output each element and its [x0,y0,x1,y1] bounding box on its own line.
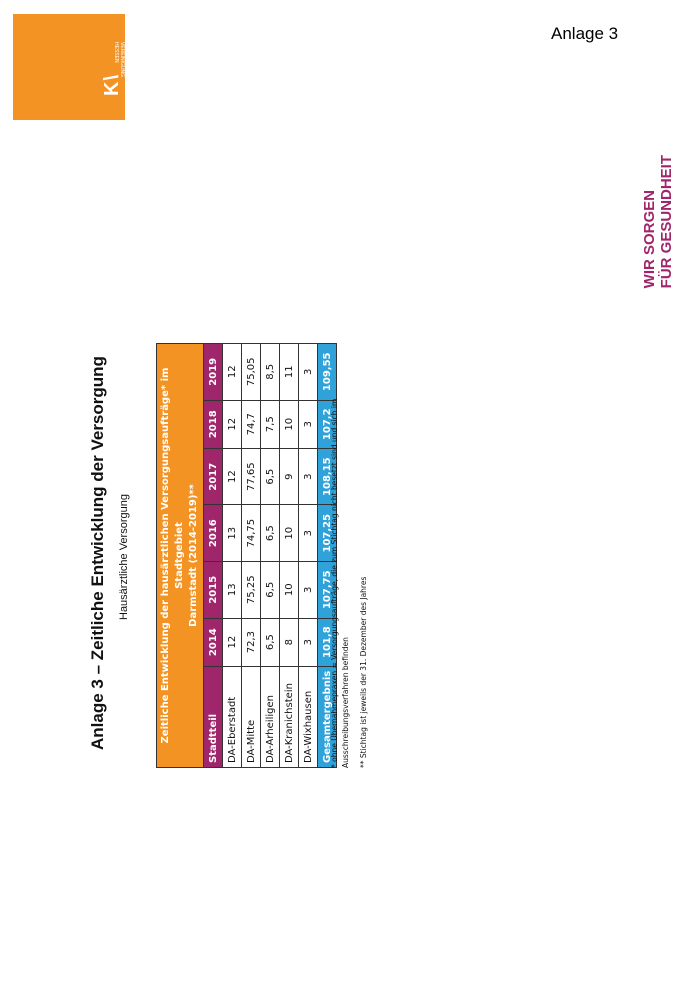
table-cell: 6,5 [261,505,280,562]
total-cell: 108,15 [318,448,337,505]
table-row [280,344,299,768]
table-cell: 3 [299,561,318,618]
table-title: Zeitliche Entwicklung der hausärztlichen Versorgungsaufträge* im Stadtgebiet Darmstadt (2014-2019)** [157,344,204,768]
table-cell: 3 [299,400,318,448]
table-cell: 13 [223,505,242,562]
document-title: Anlage 3 – Zeitliche Entwicklung der Versorgung [88,356,107,750]
table-cell: 74,7 [242,400,261,448]
table-cell: 6,5 [261,448,280,505]
total-cell: 107,2 [318,400,337,448]
table-cell: 3 [299,618,318,666]
table-cell: 8 [280,618,299,666]
table-cell: 77,65 [242,448,261,505]
table-cell: 6,5 [261,618,280,666]
table-cell: 10 [280,561,299,618]
table-cell: 13 [223,561,242,618]
column-header: 2017 [204,448,223,505]
table-cell: 12 [223,618,242,666]
table-cell: 3 [299,505,318,562]
logo-text: KASSENÄRZTLICHE VEREINIGUNG HESSEN [113,42,131,91]
table-cell: 12 [223,400,242,448]
document-subtitle: Hausärztliche Versorgung [118,494,130,620]
table-cell: DA-Mitte [242,666,261,767]
table-cell: 3 [299,448,318,505]
slogan: WIR SORGEN FÜR GESUNDHEIT [641,155,675,289]
total-cell: 101,8 [318,618,337,666]
table-cell: 6,5 [261,561,280,618]
table-cell: 11 [280,344,299,401]
column-header: 2015 [204,561,223,618]
table-cell: DA-Wixhausen [299,666,318,767]
total-cell: 107,25 [318,505,337,562]
versorgung-table [156,343,337,768]
column-header: 2018 [204,400,223,448]
footnote-2: ** Stichtag ist jeweils der 31. Dezember des Jahres [359,576,368,768]
table-cell: 75,25 [242,561,261,618]
table-row [261,344,280,768]
table-row [223,344,242,768]
table-cell: DA-Kranichstein [280,666,299,767]
total-cell: 107,75 [318,561,337,618]
table-cell: 10 [280,505,299,562]
table-cell: 3 [299,344,318,401]
table-header-row [204,344,223,768]
table-title-row [157,344,204,768]
table-row [299,344,318,768]
kv-logo-mark: K\ | [101,74,146,96]
column-header: 2019 [204,344,223,401]
table-cell: 8,5 [261,344,280,401]
table-cell: 9 [280,448,299,505]
table-cell: 12 [223,344,242,401]
column-header: 2014 [204,618,223,666]
column-header: 2016 [204,505,223,562]
table-cell: 12 [223,448,242,505]
table-cell: DA-Arheiligen [261,666,280,767]
footnote-1: * ohne Übernahmepraxen = Versorgungsaufträge, die zum Stichtag nicht besetzt sind und sich im Ausschreibungsverfahren befinden [330,398,350,768]
kvh-logo [13,14,146,120]
total-cell: 109,55 [318,344,337,401]
table-cell: 72,3 [242,618,261,666]
anlage-label: Anlage 3 [551,24,619,43]
table-cell: 10 [280,400,299,448]
rotated-content [82,130,382,790]
table-cell: 75,05 [242,344,261,401]
table-cell: 74,75 [242,505,261,562]
column-header: Stadtteil [204,666,223,767]
total-label: Gesamtergebnis [318,666,337,767]
table-cell: 7,5 [261,400,280,448]
table-cell: DA-Eberstadt [223,666,242,767]
table-row [242,344,261,768]
